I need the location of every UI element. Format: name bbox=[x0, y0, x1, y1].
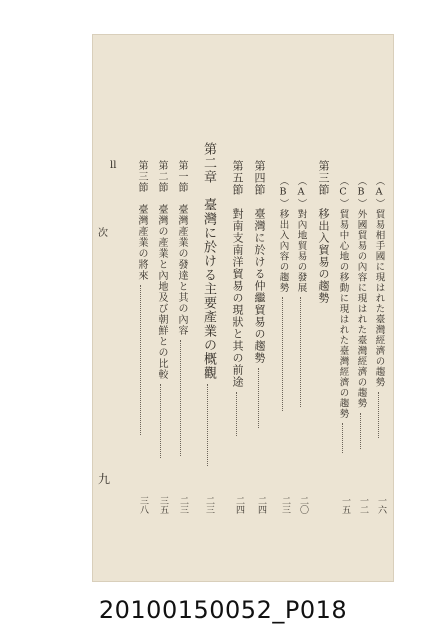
dot-leader bbox=[300, 297, 302, 407]
image-caption: 20100150052_P018 bbox=[98, 596, 348, 624]
toc-entry bbox=[374, 176, 384, 442]
toc-entry-title: 第三節 臺灣產業の將來 bbox=[136, 160, 147, 281]
page-number-mark: 九 bbox=[98, 472, 111, 486]
toc-entry-title: 第三節 移出入貿易の趨勢 bbox=[317, 160, 330, 304]
toc-entry-title: 第二節 臺灣の產業と內地及び朝鮮との比較 bbox=[156, 160, 167, 380]
toc-page-number: 二三 bbox=[280, 496, 290, 514]
dot-leader bbox=[180, 340, 182, 456]
book-page bbox=[92, 34, 394, 582]
toc-entry bbox=[156, 160, 166, 462]
toc-page-number: 一五 bbox=[340, 496, 350, 514]
toc-entry bbox=[356, 176, 366, 453]
running-head-title: 次 bbox=[98, 228, 108, 239]
toc-entry-title: 第一節 臺灣產業の發達と其の內容 bbox=[176, 160, 187, 336]
dot-leader bbox=[140, 285, 142, 435]
toc-page-number: 二四 bbox=[256, 496, 266, 514]
toc-page-number: 三五 bbox=[158, 496, 168, 514]
toc-entry-title: （A）貿易相手國に現はれた臺灣經濟の趨勢 bbox=[373, 176, 385, 388]
folio-mark: ll bbox=[110, 160, 117, 171]
toc-entry bbox=[254, 160, 265, 432]
dot-leader bbox=[207, 384, 209, 466]
toc-entry bbox=[202, 142, 215, 470]
toc-entry bbox=[318, 160, 329, 304]
toc-entry bbox=[136, 160, 146, 439]
toc-entry-title: 第二章 臺灣に於ける主要產業の概觀 bbox=[201, 142, 216, 380]
toc-entry-title: 第四節 臺灣に於ける仲繼貿易の趨勢 bbox=[253, 160, 266, 364]
toc-page-number: 三八 bbox=[138, 496, 148, 514]
toc-entry-title: 第五節 對南支南洋貿易の現狀と其の前途 bbox=[231, 160, 244, 388]
toc-entry-title: （C）貿易中心地の移動に現はれた臺灣經濟の趨勢 bbox=[337, 176, 349, 419]
toc-page-number: 一二 bbox=[358, 496, 368, 514]
dot-leader bbox=[360, 413, 362, 449]
dot-leader bbox=[160, 384, 162, 458]
dot-leader bbox=[378, 392, 380, 438]
toc-entry-title: （B）外國貿易の內容に現はれた臺灣經濟の趨勢 bbox=[355, 176, 367, 409]
toc-page-number: 二〇 bbox=[298, 496, 308, 514]
toc-entry bbox=[296, 176, 306, 411]
toc-entry bbox=[176, 160, 186, 460]
dot-leader bbox=[282, 297, 284, 411]
toc-entry-title: （A）對內地貿易の發展 bbox=[295, 176, 307, 293]
toc-page-number: 二三 bbox=[204, 496, 214, 514]
toc-entry bbox=[232, 160, 243, 440]
dot-leader bbox=[236, 392, 238, 436]
toc-page-number: 一六 bbox=[376, 496, 386, 514]
dot-leader bbox=[258, 368, 260, 428]
toc-page-number: 二三 bbox=[178, 496, 188, 514]
dot-leader bbox=[342, 423, 344, 453]
toc-page-number: 二四 bbox=[234, 496, 244, 514]
toc-entry bbox=[278, 176, 288, 415]
toc-entry-title: （B）移出入內容の趨勢 bbox=[277, 176, 289, 293]
toc-entry bbox=[338, 176, 348, 457]
